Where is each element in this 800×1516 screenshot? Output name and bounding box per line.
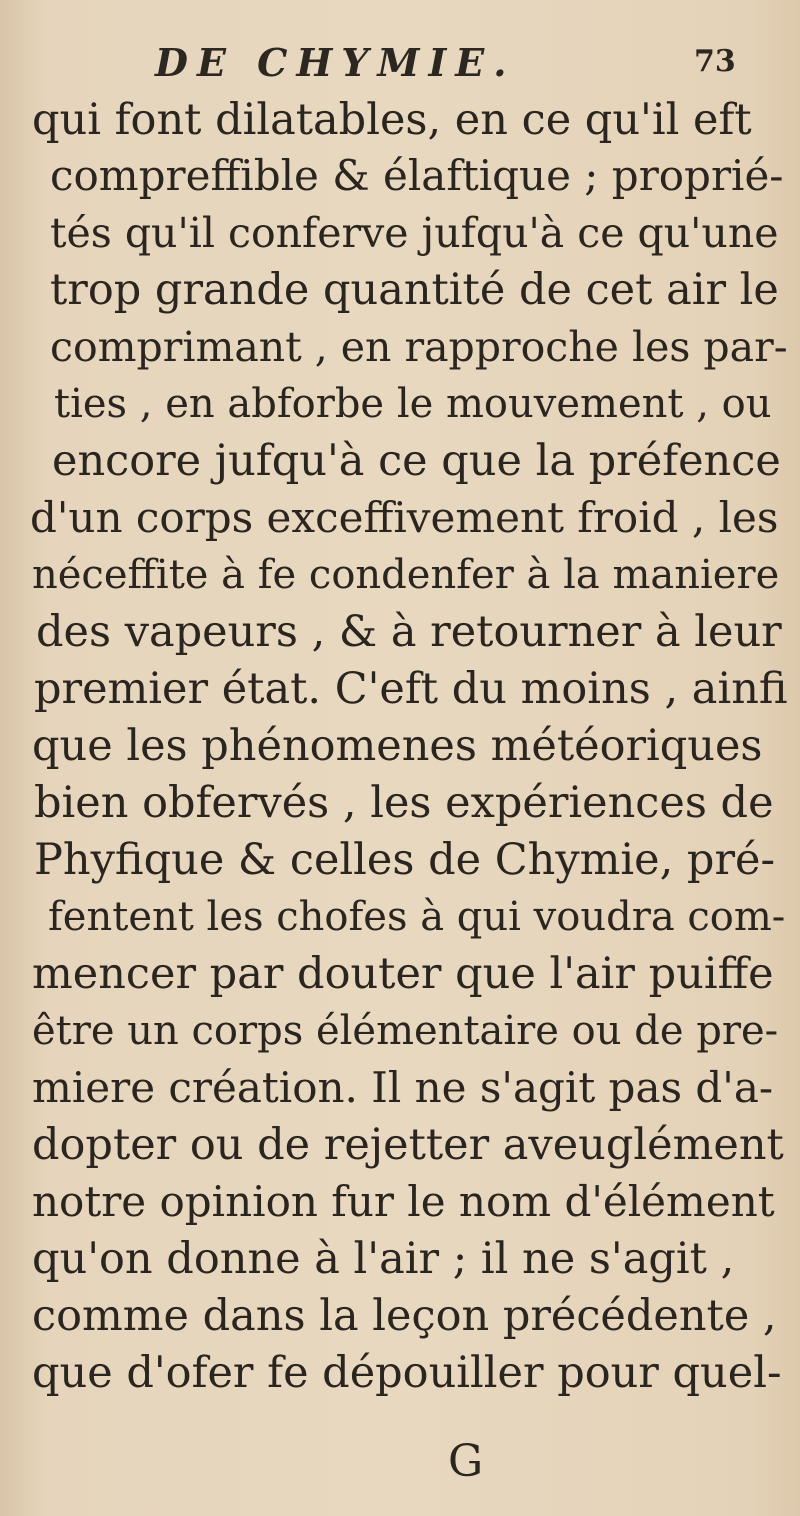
text-line: que les phénomenes météoriques bbox=[32, 721, 763, 771]
text-line: tés qu'il conferve jufqu'à ce qu'une bbox=[50, 209, 779, 257]
text-line: des vapeurs , & à retourner à leur bbox=[36, 607, 782, 657]
text-line: miere création. Il ne s'agit pas d'a- bbox=[32, 1063, 774, 1112]
text-line: comme dans la leçon précédente , bbox=[32, 1291, 777, 1341]
text-line: bien obfervés , les expériences de bbox=[34, 778, 774, 828]
text-line: fentent les chofes à qui voudra com- bbox=[48, 894, 786, 940]
text-line: ties , en abforbe le mouvement , ou bbox=[54, 381, 772, 427]
text-line: encore jufqu'à ce que la préfence bbox=[52, 436, 781, 486]
text-line: compreffible & élaftique ; proprié- bbox=[50, 151, 784, 200]
text-line: qui font dilatables, en ce qu'il eft bbox=[32, 95, 752, 145]
text-line: dopter ou de rejetter aveuglément bbox=[32, 1120, 784, 1170]
text-line: mencer par douter que l'air puiffe bbox=[32, 949, 774, 999]
text-line: que d'ofer fe dépouiller pour quel- bbox=[32, 1348, 782, 1398]
text-line: premier état. C'eft du moins , ainfi bbox=[34, 664, 788, 714]
signature-mark: G bbox=[448, 1436, 484, 1487]
page-header bbox=[0, 36, 800, 96]
text-line: comprimant , en rapproche les par- bbox=[50, 323, 788, 371]
text-line: trop grande quantité de cet air le bbox=[50, 265, 779, 315]
text-line: être un corps élémentaire ou de pre- bbox=[32, 1008, 779, 1054]
text-line: néceffite à fe condenfer à la maniere bbox=[32, 552, 780, 598]
page-number: 73 bbox=[694, 44, 736, 79]
text-line: notre opinion fur le nom d'élément bbox=[32, 1177, 775, 1226]
running-title: DE CHYMIE. bbox=[155, 40, 516, 85]
text-line: Phyfique & celles de Chymie, pré- bbox=[34, 835, 775, 885]
text-line: d'un corps exceffivement froid , les bbox=[30, 493, 779, 542]
text-line: qu'on donne à l'air ; il ne s'agit , bbox=[32, 1234, 735, 1284]
